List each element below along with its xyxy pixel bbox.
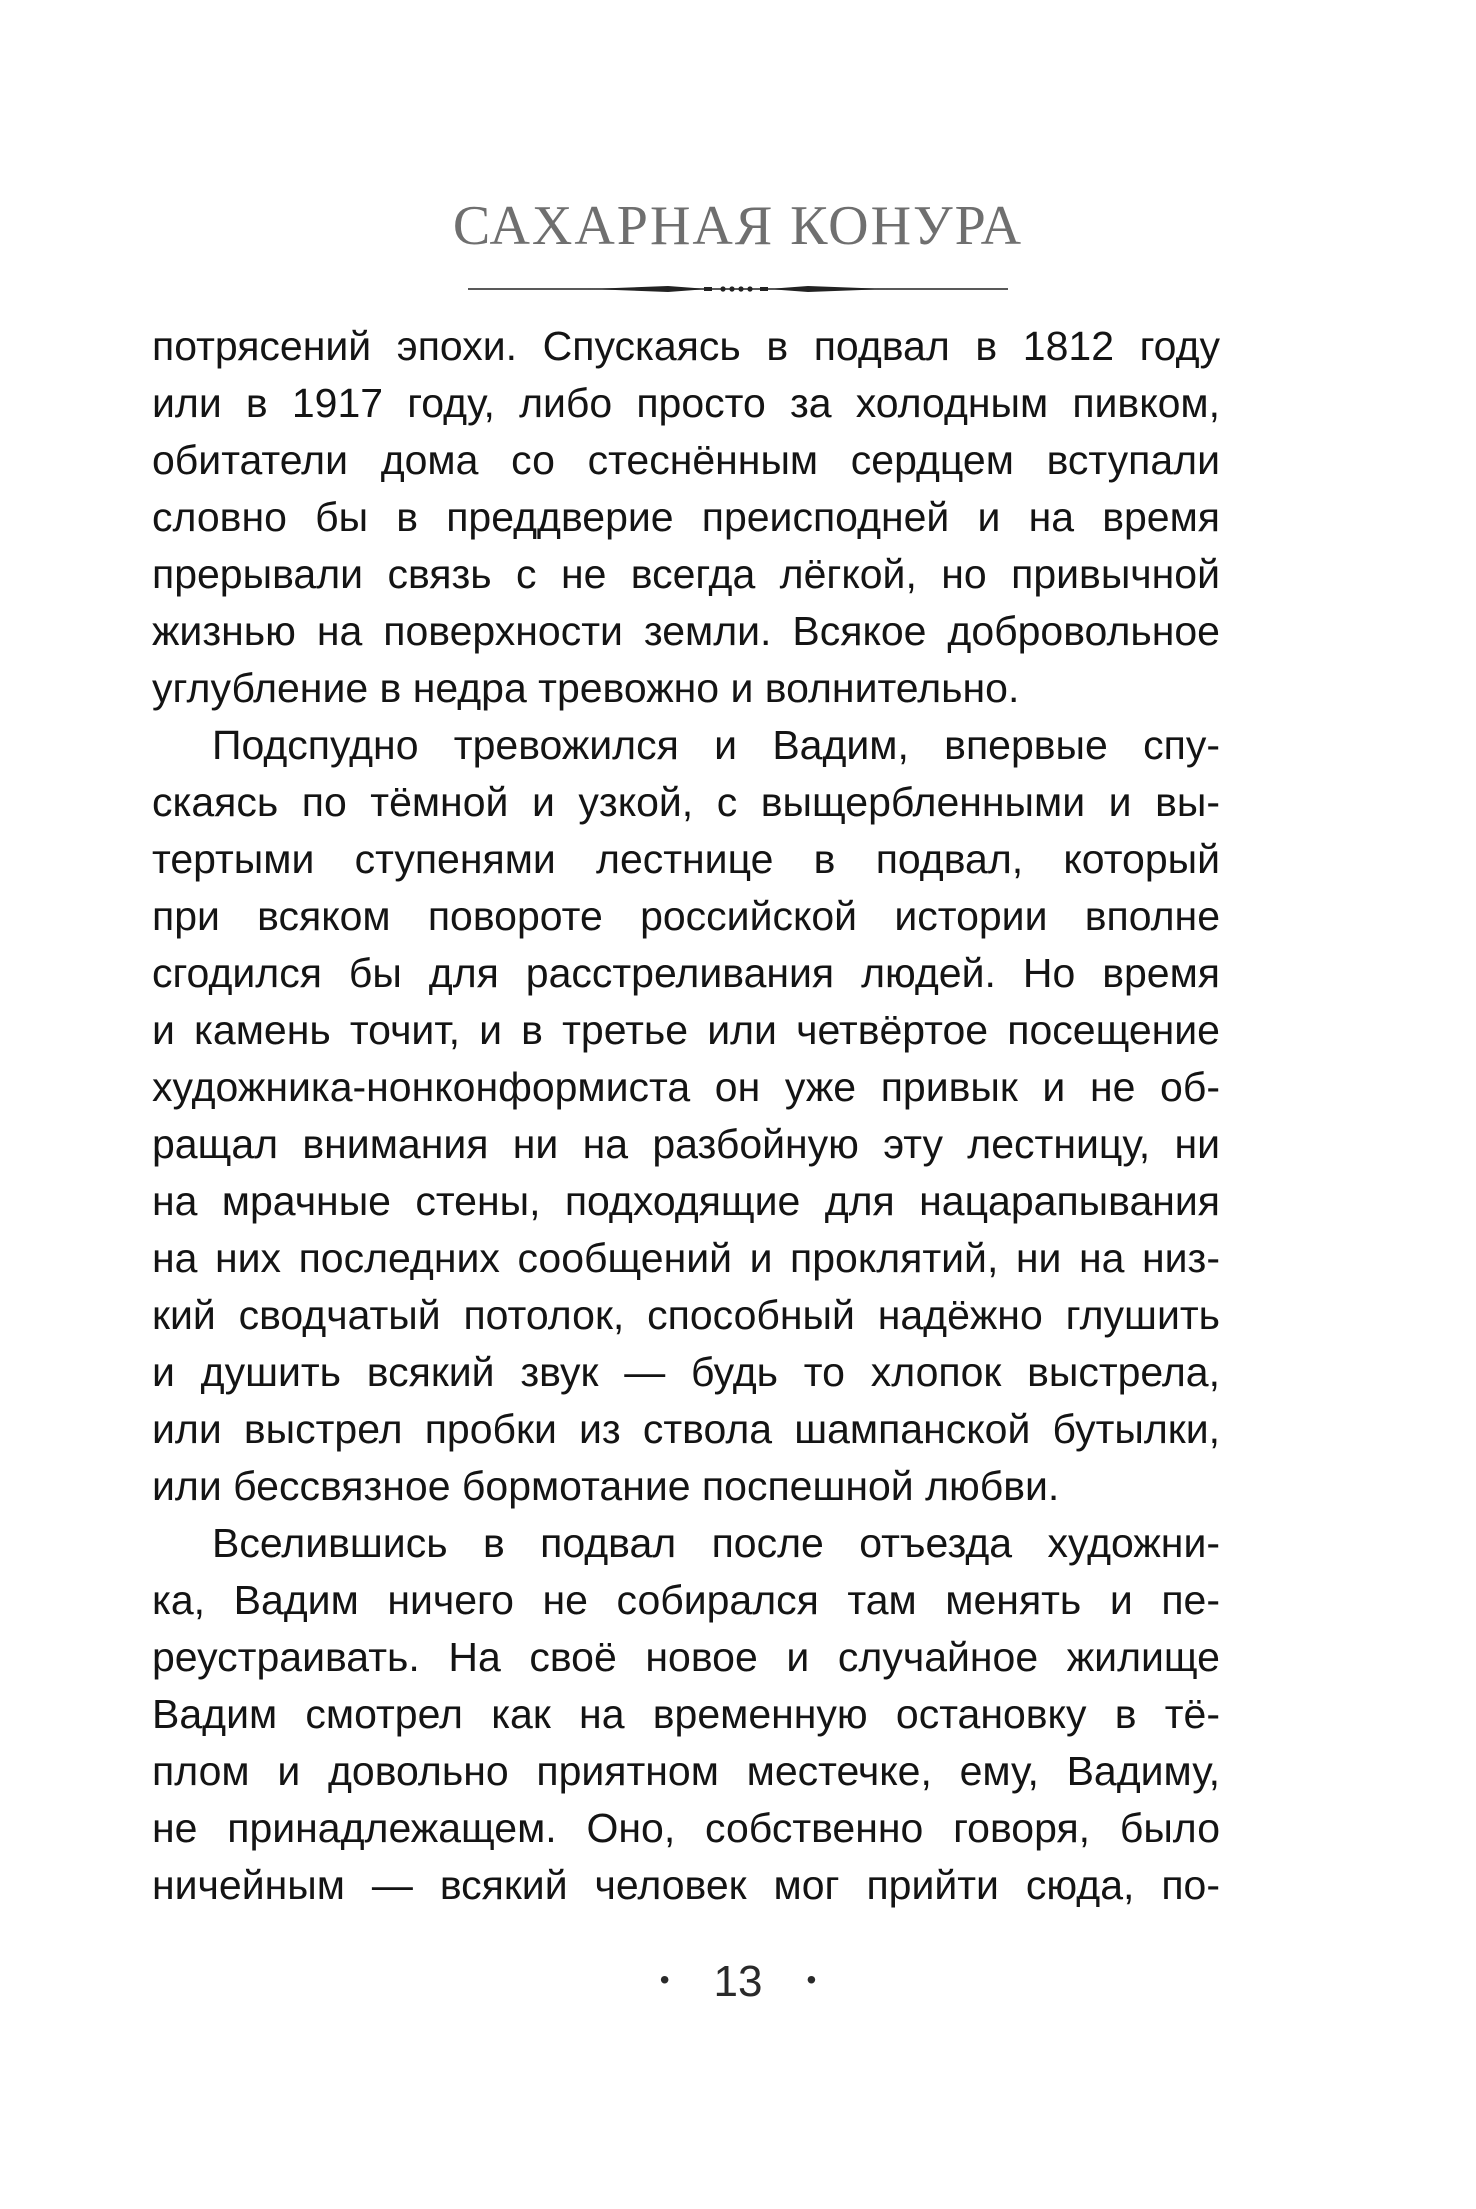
running-head: САХАРНАЯ КОНУРА [452, 195, 1024, 257]
bullet-right-icon: • [806, 1964, 817, 1996]
text-line: или в 1917 году, либо просто за холодным пивком, [152, 380, 1220, 426]
text-line: или выстрел пробки из ствола шампанской бутылки, [152, 1406, 1220, 1452]
text-line: реустраивать. На своё новое и случайное жилище [152, 1634, 1220, 1680]
text-line: художника-нонконформиста он уже привык и не об- [152, 1064, 1220, 1110]
paragraph-1 [152, 318, 1220, 717]
bullet-left-icon: • [659, 1964, 670, 1996]
text-line: и душить всякий звук — будь то хлопок выстрела, [152, 1349, 1220, 1395]
text-line: Подспудно тревожился и Вадим, впервые спу- [212, 722, 1220, 768]
page-footer [0, 1957, 1476, 2006]
text-line: и камень точит, и в третье или четвёртое посещение [152, 1007, 1220, 1053]
text-line: Вселившись в подвал после отъезда художни- [212, 1520, 1220, 1566]
ornament-rule [468, 282, 1008, 296]
text-line: плом и довольно приятном местечке, ему, Вадиму, [152, 1748, 1220, 1794]
text-line: словно бы в преддверие преисподней и на время [152, 494, 1220, 540]
text-line: обитатели дома со стеснённым сердцем вступали [152, 437, 1220, 483]
text-line: на мрачные стены, подходящие для нацарапывания [152, 1178, 1220, 1224]
text-line: не принадлежащем. Оно, собственно говоря, было [152, 1805, 1220, 1851]
text-line: ращал внимания ни на разбойную эту лестницу, ни [152, 1121, 1220, 1167]
body-text [152, 318, 1220, 1914]
text-line: Вадим смотрел как на временную остановку в тё- [152, 1691, 1220, 1737]
text-line: потрясений эпохи. Спускаясь в подвал в 1812 году [152, 323, 1220, 369]
paragraph-3 [152, 1515, 1220, 1914]
text-line: ка, Вадим ничего не собирался там менять и пе- [152, 1577, 1220, 1623]
text-line: или бессвязное бормотание поспешной любви. [152, 1463, 1060, 1509]
text-line: на них последних сообщений и проклятий, ни на низ- [152, 1235, 1220, 1281]
text-line: при всяком повороте российской истории вполне [152, 893, 1220, 939]
text-line: тертыми ступенями лестнице в подвал, который [152, 836, 1220, 882]
text-line: углубление в недра тревожно и волнительно. [152, 665, 1020, 711]
text-line: скаясь по тёмной и узкой, с выщербленными и вы- [152, 779, 1220, 825]
page-number: 13 [713, 1957, 763, 2006]
text-line: кий сводчатый потолок, способный надёжно глушить [152, 1292, 1220, 1338]
text-line: ничейным — всякий человек мог прийти сюда, по- [152, 1862, 1220, 1908]
text-line: прерывали связь с не всегда лёгкой, но привычной [152, 551, 1220, 597]
text-line: жизнью на поверхности земли. Всякое добровольное [152, 608, 1220, 654]
text-line: сгодился бы для расстреливания людей. Но время [152, 950, 1220, 996]
paragraph-2 [152, 717, 1220, 1515]
